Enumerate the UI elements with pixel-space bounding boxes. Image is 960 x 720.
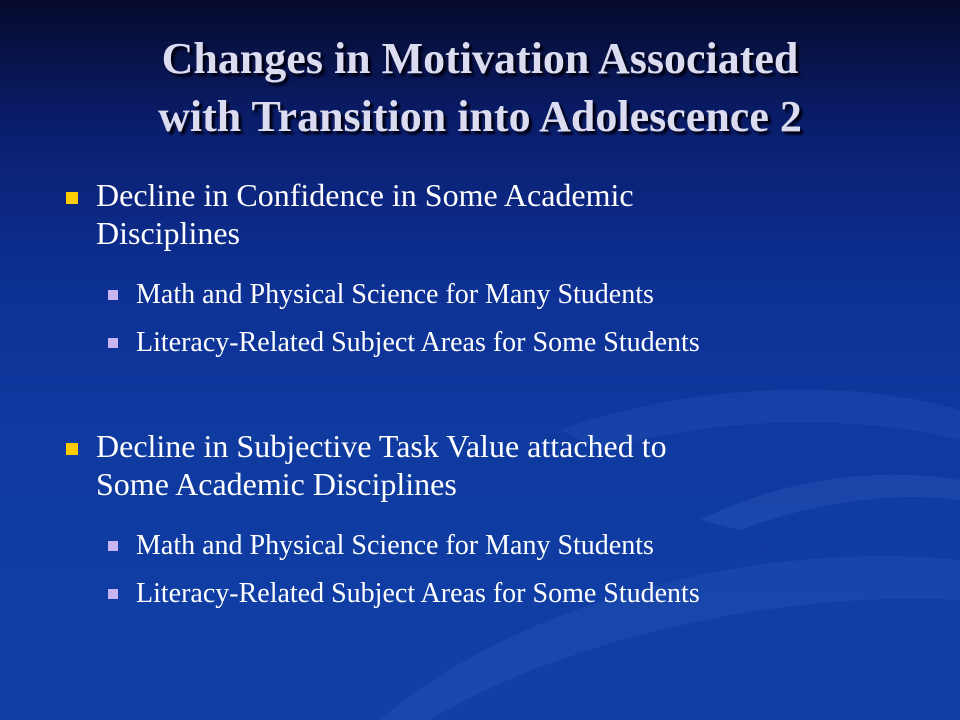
sub-bullet-literacy xyxy=(108,327,908,359)
square-bullet-icon xyxy=(66,443,78,455)
sub-bullet-text: Math and Physical Science for Many Students xyxy=(136,530,654,561)
sub-bullet-math-science xyxy=(108,530,908,562)
square-bullet-icon xyxy=(66,192,78,204)
sub-bullet-text: Math and Physical Science for Many Students xyxy=(136,279,654,310)
bullet-text xyxy=(96,176,896,252)
square-bullet-icon xyxy=(108,338,118,348)
square-bullet-icon xyxy=(108,589,118,599)
sub-bullet-text: Literacy-Related Subject Areas for Some Students xyxy=(136,578,700,609)
bullet-text-line-1: Decline in Subjective Task Value attached to xyxy=(96,428,667,464)
bullet-text-line-1: Decline in Confidence in Some Academic xyxy=(96,177,634,213)
bullet-text-line-2: Disciplines xyxy=(96,215,240,251)
square-bullet-icon xyxy=(108,541,118,551)
bullet-task-value-decline xyxy=(66,427,896,503)
slide-title-line-2: with Transition into Adolescence 2 xyxy=(158,92,802,141)
bullet-confidence-decline xyxy=(66,176,896,252)
sub-bullet-math-science xyxy=(108,279,908,311)
bullet-text-line-2: Some Academic Disciplines xyxy=(96,466,457,502)
sub-bullet-literacy xyxy=(108,578,908,610)
square-bullet-icon xyxy=(108,290,118,300)
sub-bullet-text: Literacy-Related Subject Areas for Some Students xyxy=(136,327,700,358)
bullet-text xyxy=(96,427,896,503)
slide-title-line-1: Changes in Motivation Associated xyxy=(161,34,799,83)
